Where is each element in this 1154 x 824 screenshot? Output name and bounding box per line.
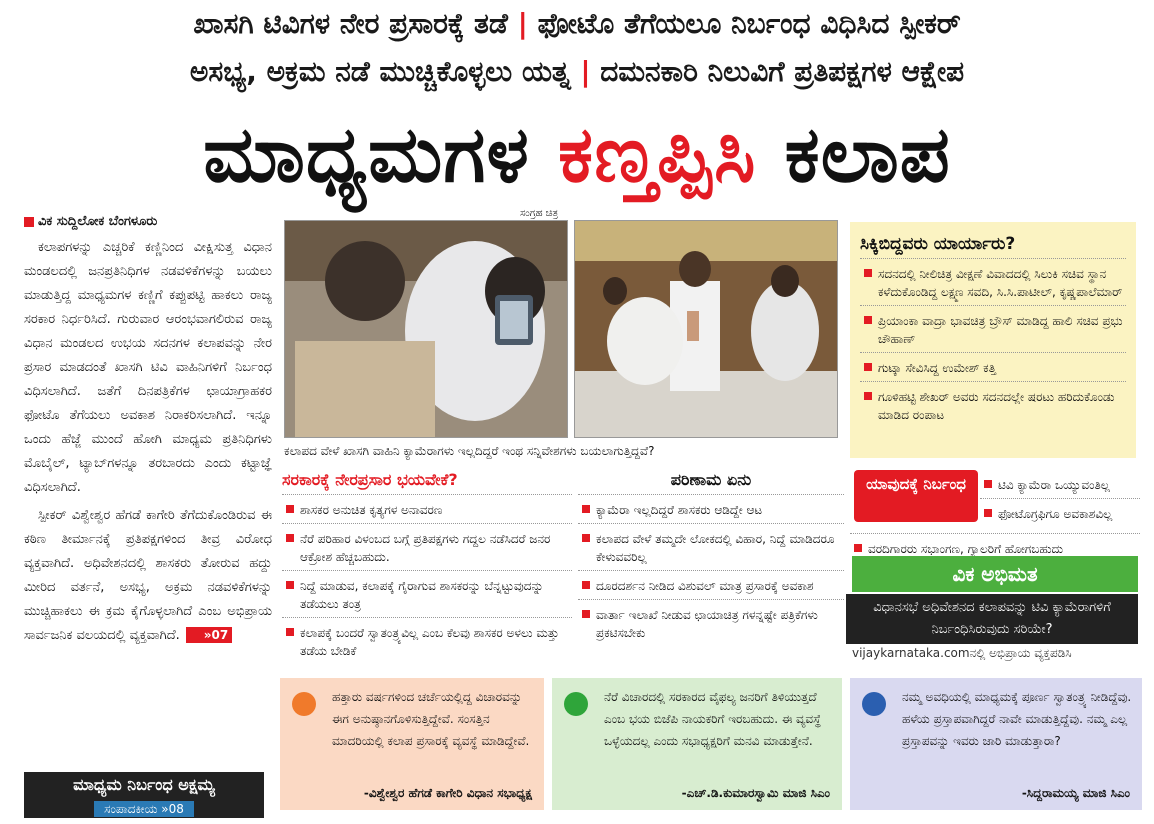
quote-dot-icon [862, 692, 886, 716]
list-item: ಪ್ರಿಯಾಂಕಾ ವಾದ್ರಾ ಭಾವಚಿತ್ರ ಬ್ರೌಸ್ ಮಾಡಿದ್ದ ಹಾಲಿ ಸಚಿವ ಪ್ರಭು ಚೌಹಾಣ್ [860, 305, 1126, 352]
article-paragraph-text: ಸ್ಪೀಕರ್ ವಿಶ್ವೇಶ್ವರ ಹೆಗಡೆ ಕಾಗೇರಿ ತೆಗೆದುಕೊಂಡಿರುವ ಈ ಕಠಿಣ ತೀರ್ಮಾನಕ್ಕೆ ಪ್ರತಿಪಕ್ಷಗಳಿಂದ ತೀವ್ರ ವಿರೋಧ ವ್ಯಕ್ತವಾಗಿದೆ. ಅಧಿವೇಶನದಲ್ಲಿ ಶಾಸಕರು ತೋರುವ ಹದ್ದು ಮೀರಿದ ವರ್ತನೆ, ಅಸಭ್ಯ, ಅಕ್ರಮ ನಡವಳಿಕೆಗಳನ್ನು ಮುಚ್ಚಿಹಾಕಲು ಈ ಕ್ರಮ ಕೈಗೊಳ್ಳಲಾಗಿದೆ ಎಂಬ ಅಭಿಪ್ರಾಯ ಸಾರ್ವಜನಿಕ ವಲಯದಲ್ಲಿ ವ್ಯಕ್ತವಾಗಿದೆ. [24, 508, 272, 643]
article-paragraph: ಕಲಾಪಗಳನ್ನು ಎಚ್ಚರಿಕೆ ಕಣ್ಣಿನಿಂದ ವೀಕ್ಷಿಸುತ್ತ ವಿಧಾನ ಮಂಡಲದಲ್ಲಿ ಜನಪ್ರತಿನಿಧಿಗಳ ನಡವಳಿಕೆಗಳನ್ನು ಬಯಲು ಮಾಡುತ್ತಿದ್ದ ಮಾಧ್ಯಮಗಳ ಕಣ್ಣಿಗೆ ಕಪ್ಪುಪಟ್ಟಿ ಹಾಕಲು ರಾಜ್ಯ ಸರಕಾರ ನಿರ್ಧರಿಸಿದೆ. ಗುರುವಾರ ಆರಂಭವಾಗಲಿರುವ ರಾಜ್ಯ ವಿಧಾನ ಮಂಡಲದ ಉಭಯ ಸದನಗಳ ಕಲಾಪವನ್ನು ನೇರ ಪ್ರಸಾರ ಮಾಡದಂತೆ ಖಾಸಗಿ ಟಿವಿ ವಾಹಿನಿಗಳಿಗೆ ನಿರ್ಬಂಧ ವಿಧಿಸಲಾಗಿದೆ. ಜತೆಗೆ ದಿನಪತ್ರಿಕೆಗಳ ಛಾಯಾಗ್ರಾಹಕರ ಫೋಟೊ ತೆಗೆಯಲು ಅವಕಾಶ ನಿರಾಕರಿಸಲಾಗಿದೆ. ಇನ್ನೂ ಒಂದು ಹೆಜ್ಜೆ ಮುಂದೆ ಹೋಗಿ ಮಾಧ್ಯಮ ಪ್ರತಿನಿಧಿಗಳು ಮೊಬೈಲ್, ಟ್ಯಾಬ್‌ಗಳನ್ನೂ ತರಬಾರದು ಎಂದು ಕಟ್ಟಾಜ್ಞೆ ವಿಧಿಸಲಾಗಿದೆ. [24, 240, 272, 495]
list-item: ವರದಿಗಾರರು ಸಭಾಂಗಣ, ಗ್ಯಾಲರಿಗೆ ಹೋಗಬಹುದು [850, 533, 1140, 562]
opinion-question: ವಿಧಾನಸಭೆ ಅಧಿವೇಶನದ ಕಲಾಪವನ್ನು ಟಿವಿ ಕ್ಯಾಮೆರಾಗಳಿಗೆ ನಿರ್ಬಂಧಿಸಿರುವುದು ಸರಿಯೇ? [846, 594, 1138, 644]
list-item: ದೂರದರ್ಶನ ನೀಡಿದ ವಿಶುವಲ್ ಮಾತ್ರ ಪ್ರಸಾರಕ್ಕೆ ಅವಕಾಶ [578, 570, 844, 599]
article-body [24, 236, 272, 648]
fear-title: ಸರಕಾರಕ್ಕೆ ನೇರಪ್ರಸಾರ ಭಯವೇಕೆ? [282, 470, 458, 489]
kicker-1b: ಫೋಟೊ ತೆಗೆಯಲೂ ನಿರ್ಬಂಧ ವಿಧಿಸಿದ ಸ್ಪೀಕರ್ [537, 7, 961, 40]
assembly-photo-tablet [284, 220, 568, 438]
headline-word-2: ಕಣ್ತಪ್ಪಿಸಿ [557, 110, 757, 200]
effect-list [578, 494, 844, 646]
list-item: ವಾರ್ತಾ ಇಲಾಖೆ ನೀಡುವ ಛಾಯಾಚಿತ್ರ ಗಳನ್ನಷ್ಟೇ ಪತ್ರಿಕೆಗಳು ಪ್ರಕಟಿಸಬೇಕು [578, 599, 844, 646]
kicker-2a: ಅಸಭ್ಯ, ಅಕ್ರಮ ನಡೆ ಮುಚ್ಚಿಕೊಳ್ಳಲು ಯತ್ನ [189, 55, 571, 88]
restriction-list [980, 470, 1140, 527]
fear-section [282, 466, 572, 664]
quote-box-hdk [552, 678, 842, 810]
list-item: ಕ್ಯಾಮೆರಾ ಇಲ್ಲದಿದ್ದರೆ ಶಾಸಕರು ಆಡಿದ್ದೇ ಆಟ [578, 494, 844, 523]
list-item: ಗೂಳಿಹಟ್ಟಿ ಶೇಖರ್ ಅವರು ಸದನದಲ್ಲೇ ಷರಟು ಹರಿದುಕೊಂಡು ಮಾಡಿದ ರಂಪಾಟ [860, 381, 1126, 428]
editorial-tag[interactable]: ಸಂಪಾದಕೀಯ »08 [94, 801, 194, 817]
caught-box [850, 222, 1136, 458]
opinion-link[interactable]: vijaykarnataka.comನಲ್ಲಿ ಅಭಿಪ್ರಾಯ ವ್ಯಕ್ತಪಡಿಸಿ [852, 646, 1072, 660]
byline [24, 214, 157, 229]
article-paragraph [24, 504, 272, 648]
kicker-line-1 [0, 4, 1154, 44]
continued-page-link[interactable]: »07 [186, 627, 232, 643]
quote-author: -ವಿಶ್ವೇಶ್ವರ ಹೆಗಡೆ ಕಾಗೇರಿ ವಿಧಾನ ಸಭಾಧ್ಯಕ್ಷ [363, 786, 532, 800]
list-item: ಕಲಾಪಕ್ಕೆ ಬಂದರೆ ಸ್ವಾತಂತ್ರ್ಯವಿಲ್ಲ ಎಂಬ ಕೆಲವು ಶಾಸಕರ ಅಳಲು ಮತ್ತು ತಡೆಯ ಬೇಡಿಕೆ [282, 617, 572, 664]
list-item: ಕಲಾಪದ ವೇಳೆ ತಮ್ಮದೇ ಲೋಕದಲ್ಲಿ ವಿಹಾರ, ನಿದ್ದೆ ಮಾಡಿದರೂ ಕೇಳುವವರಿಲ್ಲ [578, 523, 844, 570]
kicker-line-2 [0, 52, 1154, 92]
quote-author: -ಎಚ್.ಡಿ.ಕುಮಾರಸ್ವಾಮಿ ಮಾಜಿ ಸಿಎಂ [681, 786, 830, 800]
headline-word-1: ಮಾಧ್ಯಮಗಳ [203, 110, 530, 200]
headline-word-3: ಕಲಾಪ [784, 110, 951, 200]
byline-marker-icon [24, 217, 34, 227]
main-headline [0, 100, 1154, 210]
caught-title: ಸಿಕ್ಕಿಬಿದ್ದವರು ಯಾರ್ಯಾರು? [860, 234, 1016, 254]
kicker-separator: | [517, 7, 528, 40]
list-item: ನೆರೆ ಪರಿಹಾರ ವಿಳಂಬದ ಬಗ್ಗೆ ಪ್ರತಿಪಕ್ಷಗಳು ಗದ್ದಲ ನಡೆಸಿದರೆ ಜನರ ಆಕ್ರೋಶ ಹೆಚ್ಚಬಹುದು. [282, 523, 572, 570]
kicker-1a: ಖಾಸಗಿ ಟಿವಿಗಳ ನೇರ ಪ್ರಸಾರಕ್ಕೆ ತಡೆ [193, 7, 508, 40]
effect-title: ಪರಿಣಾಮ ಏನು [670, 470, 752, 489]
caught-list [860, 258, 1126, 428]
opinion-title: ವಿಕ ಅಭಿಮತ [852, 556, 1138, 592]
quote-text: ನಮ್ಮ ಅವಧಿಯಲ್ಲಿ ಮಾಧ್ಯಮಕ್ಕೆ ಪೂರ್ಣ ಸ್ವಾತಂತ್ರ್ಯ ನೀಡಿದ್ದೆವು. ಹಳೆಯ ಪ್ರಸ್ತಾಪವಾಗಿದ್ದರೆ ನಾವೇ ಮಾಡುತ್ತಿದ್ದೆವು. ನಮ್ಮ ಎಲ್ಲ ಪ್ರಸ್ತಾಪವನ್ನು ಇವರು ಜಾರಿ ಮಾಡುತ್ತಾರಾ? [902, 690, 1132, 748]
quote-text: ಹತ್ತಾರು ವರ್ಷಗಳಿಂದ ಚರ್ಚೆಯಲ್ಲಿದ್ದ ವಿಚಾರವನ್ನು ಈಗ ಅನುಷ್ಠಾನಗೊಳಿಸುತ್ತಿದ್ದೇವೆ. ಸಂಸತ್ತಿನ ಮಾದರಿಯಲ್ಲಿ ಕಲಾಪ ಪ್ರಸಾರಕ್ಕೆ ವ್ಯವಸ್ಥೆ ಮಾಡಿದ್ದೇವೆ. [332, 690, 530, 748]
editorial-title: ಮಾಧ್ಯಮ ನಿರ್ಬಂಧ ಅಕ್ಷಮ್ಯ [73, 775, 215, 794]
kicker-2b: ದಮನಕಾರಿ ನಿಲುವಿಗೆ ಪ್ರತಿಪಕ್ಷಗಳ ಆಕ್ಷೇಪ [600, 55, 965, 88]
list-item: ನಿದ್ದೆ ಮಾಡುವ, ಕಲಾಪಕ್ಕೆ ಗೈರಾಗುವ ಶಾಸಕರನ್ನು ಬೆನ್ನಟ್ಟುವುದನ್ನು ತಡೆಯಲು ತಂತ್ರ [282, 570, 572, 617]
assembly-photo-protest [574, 220, 838, 438]
restriction-box [850, 470, 1140, 562]
list-item: ಟಿವಿ ಕ್ಯಾಮೆರಾ ಒಯ್ಯುವಂತಿಲ್ಲ [980, 470, 1140, 498]
quote-box-speaker [280, 678, 544, 810]
list-item: ಸದನದಲ್ಲಿ ನೀಲಿಚಿತ್ರ ವೀಕ್ಷಣೆ ವಿವಾದದಲ್ಲಿ ಸಿಲುಕಿ ಸಚಿವ ಸ್ಥಾನ ಕಳೆದುಕೊಂಡಿದ್ದ ಲಕ್ಷ್ಮಣ ಸವದಿ, ಸಿ.ಸಿ.ಪಾಟೀಲ್, ಕೃಷ್ಣಪಾಲೆಮಾರ್ [860, 258, 1126, 305]
quote-dot-icon [292, 692, 316, 716]
kicker-separator: | [580, 55, 591, 88]
quote-author: -ಸಿದ್ದರಾಮಯ್ಯ ಮಾಜಿ ಸಿಎಂ [1021, 786, 1130, 800]
effect-section [578, 466, 844, 646]
quote-dot-icon [564, 692, 588, 716]
quote-text: ನೆರೆ ವಿಚಾರದಲ್ಲಿ ಸರಕಾರದ ವೈಫಲ್ಯ ಜನರಿಗೆ ತಿಳಿಯುತ್ತದೆ ಎಂಬ ಭಯ ಬಿಜೆಪಿ ನಾಯಕರಿಗೆ ಇರಬಹುದು. ಈ ವ್ಯವಸ್ಥೆ ಒಳ್ಳೆಯದಲ್ಲ ಎಂದು ಸಭಾಧ್ಯಕ್ಷರಿಗೆ ಮನವಿ ಮಾಡುತ್ತೇನೆ. [604, 690, 822, 748]
byline-text: ವಿಕ ಸುದ್ದಿಲೋಕ ಬೆಂಗಳೂರು [38, 214, 158, 229]
photo-caption: ಕಲಾಪದ ವೇಳೆ ಖಾಸಗಿ ವಾಹಿನಿ ಕ್ಯಾಮೆರಾಗಳು ಇಲ್ಲದಿದ್ದರೆ ಇಂಥ ಸನ್ನಿವೇಶಗಳು ಬಯಲಾಗುತ್ತಿದ್ದವೆ? [284, 444, 655, 458]
photo-illustration-1 [285, 221, 568, 438]
photo-credit: ಸಂಗ್ರಹ ಚಿತ್ರ [520, 208, 559, 219]
quote-box-siddaramaiah [850, 678, 1142, 810]
fear-list [282, 494, 572, 664]
list-item: ಫೋಟೊಗ್ರಫಿಗೂ ಅವಕಾಶವಿಲ್ಲ [980, 498, 1140, 527]
list-item: ಶಾಸಕರ ಅನುಚಿತ ಕೃತ್ಯಗಳ ಅನಾವರಣ [282, 494, 572, 523]
restriction-tag: ಯಾವುದಕ್ಕೆ ನಿರ್ಬಂಧ [854, 470, 978, 522]
list-item: ಗುಟ್ಕಾ ಸೇವಿಸಿದ್ದ ಉಮೇಶ್ ಕತ್ತಿ [860, 352, 1126, 381]
photo-illustration-2 [575, 221, 838, 438]
editorial-box[interactable] [24, 772, 264, 818]
